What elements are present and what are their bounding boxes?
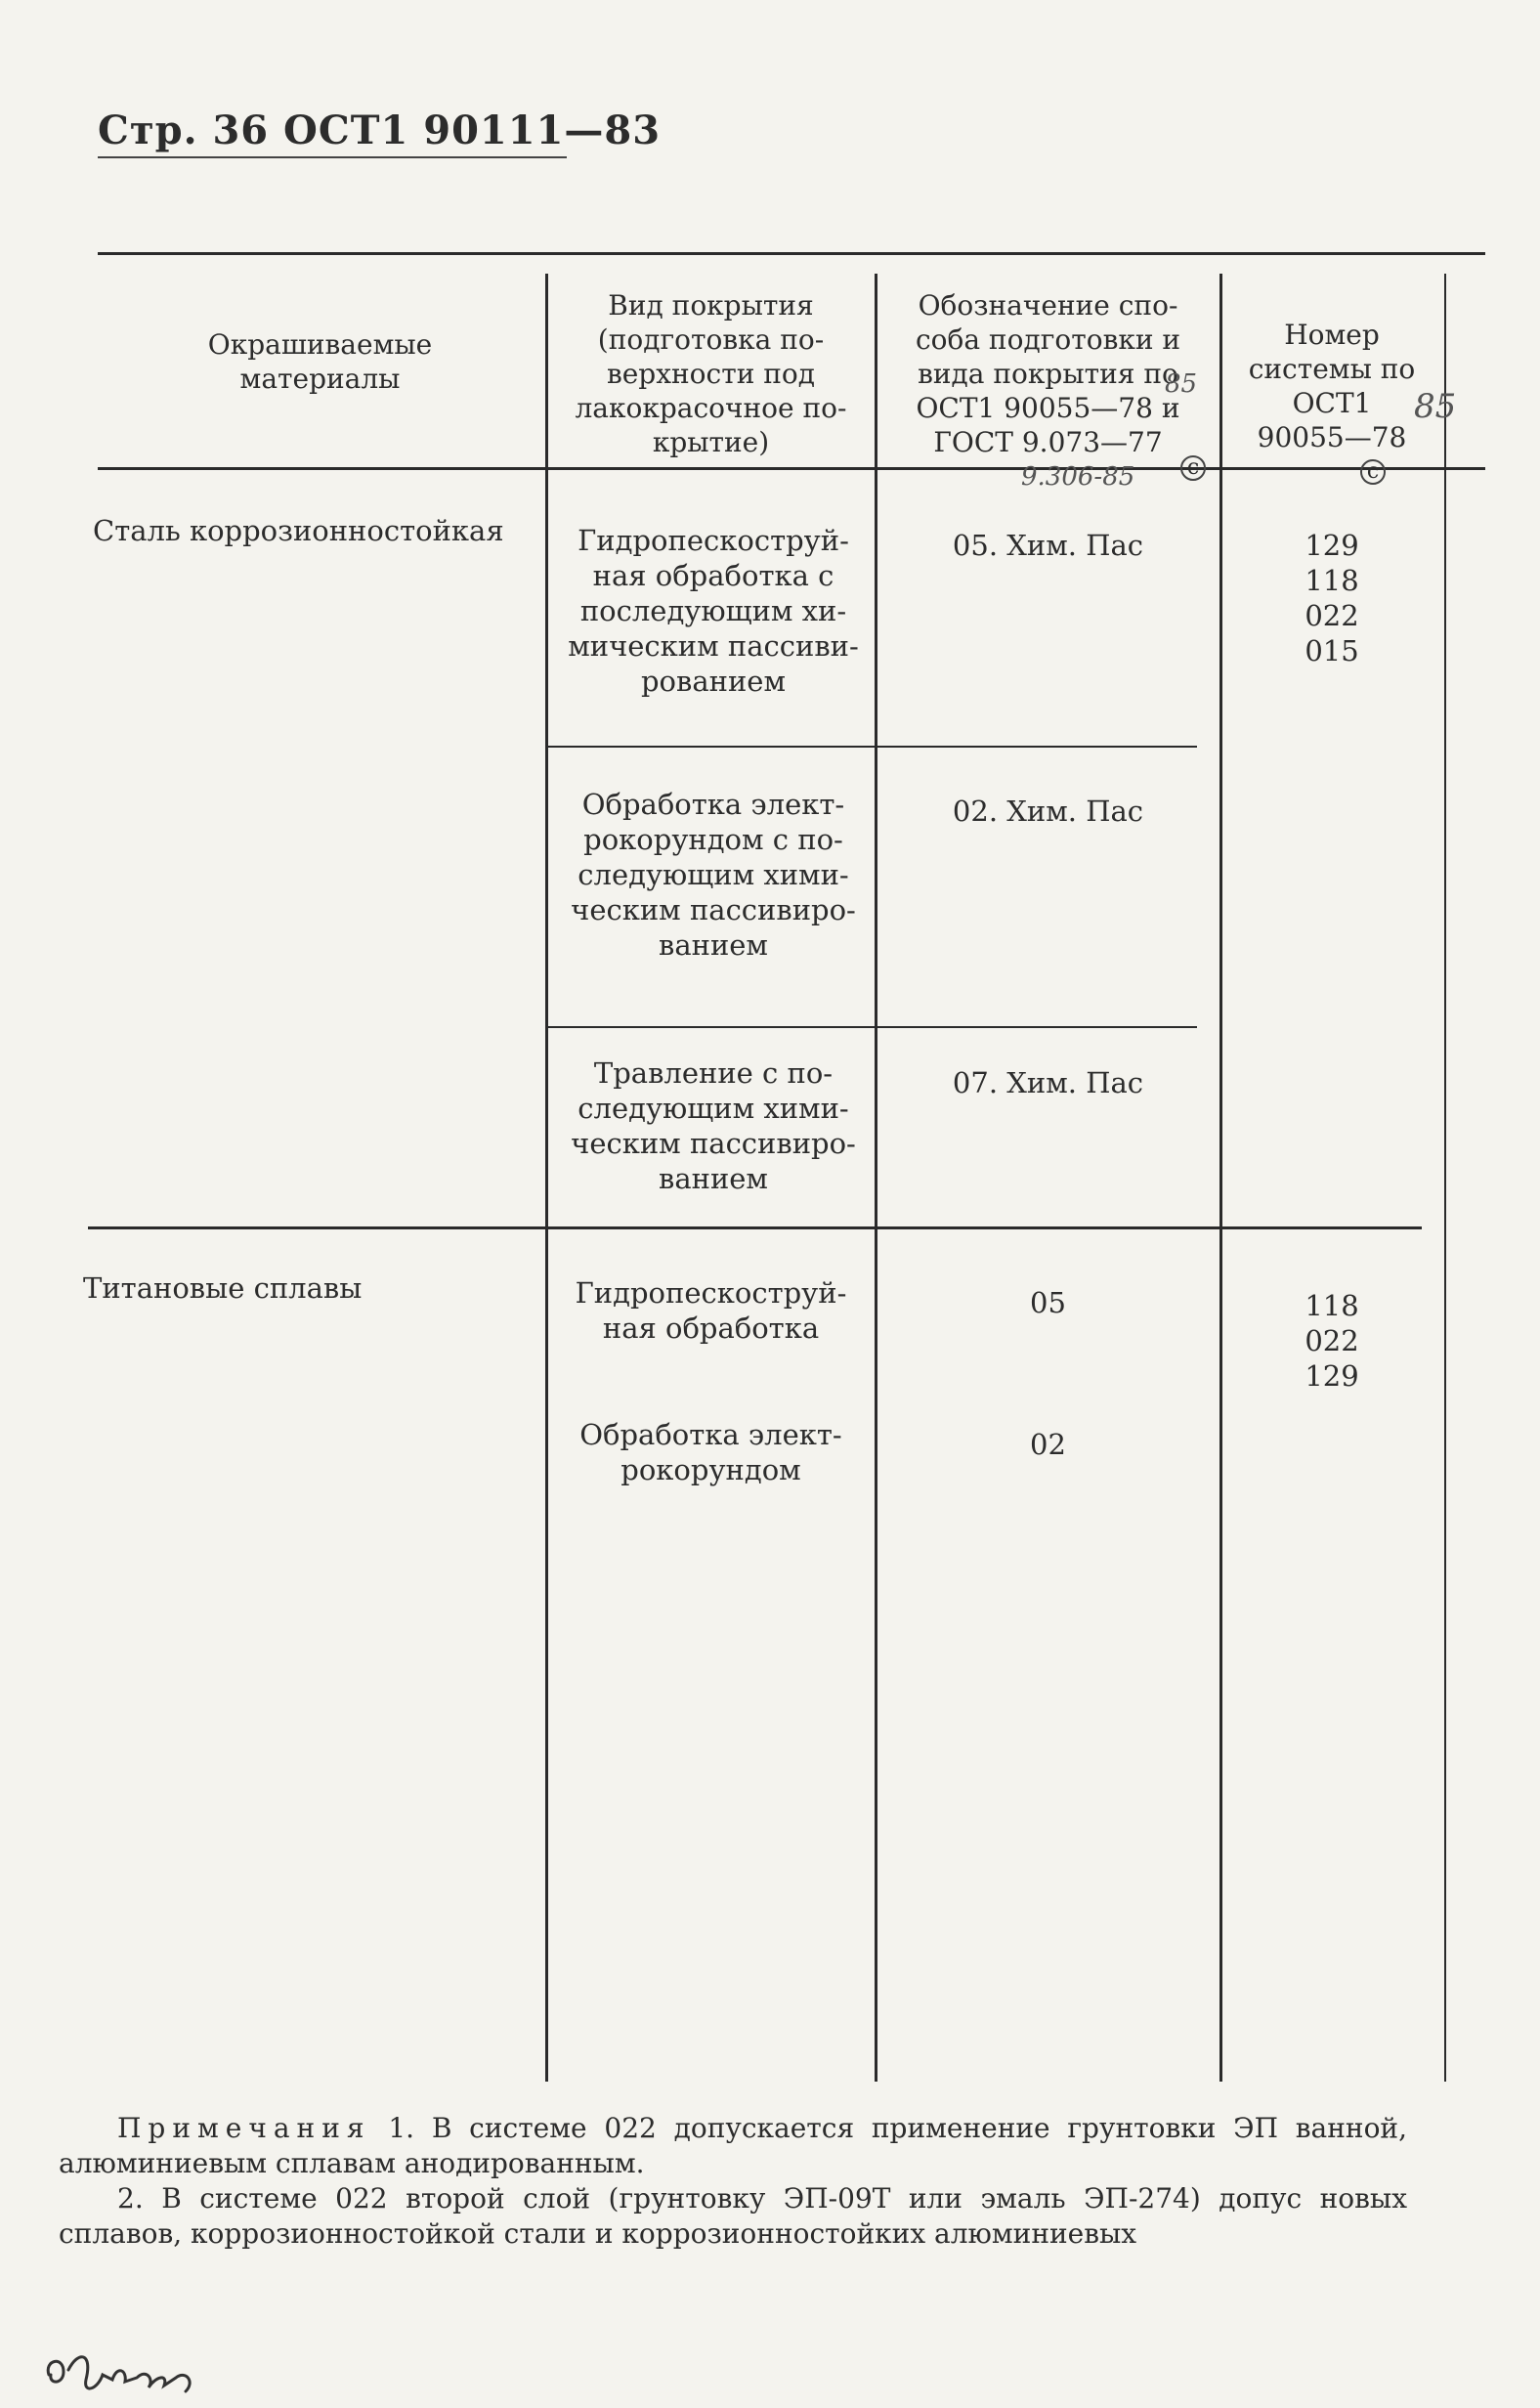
title-underline xyxy=(98,156,567,158)
column-line-4 xyxy=(1444,274,1446,2082)
notes-label: Примечания xyxy=(117,2112,371,2144)
header-system-number: Номер системы по ОСТ1 90055—78 xyxy=(1248,319,1416,453)
table-top-rule xyxy=(98,252,1485,255)
handwritten-signature xyxy=(39,2341,205,2399)
code-row-1: 05. Хим. Пас xyxy=(952,529,1144,562)
prep-row-1: Гидропескоструй- ная обработка с последующим хи- мическим пассиви- рованием xyxy=(568,524,859,698)
header-coating-type: Вид покрытия (подготовка по- верхности под лакокрасочное по- крытие) xyxy=(575,289,847,458)
code-row-5: 02 xyxy=(1030,1428,1066,1461)
prep-row-3: Травление с по- следующим хими- ческим пассивиро- ванием xyxy=(571,1056,856,1195)
handwritten-year-fix-col4: 85 xyxy=(1414,387,1457,426)
column-line-3 xyxy=(1219,274,1222,2082)
material-stainless-steel: Сталь коррозионностойкая xyxy=(93,514,504,547)
code-row-3: 07. Хим. Пас xyxy=(952,1066,1144,1099)
handwritten-year-fix-col3: 85 xyxy=(1165,369,1198,399)
systems-row-4: 118 022 129 xyxy=(1305,1289,1359,1393)
table-header-rule xyxy=(98,467,1485,470)
prep-row-4: Гидропескоструй- ная обработка xyxy=(575,1276,847,1345)
copyright-stamp-col4: c xyxy=(1360,459,1386,485)
page-title: Стр. 36 ОСТ1 90111—83 xyxy=(98,108,662,153)
material-titanium-alloys: Титановые сплавы xyxy=(83,1271,363,1305)
header-materials: Окрашиваемые материалы xyxy=(207,328,433,395)
code-row-4: 05 xyxy=(1030,1286,1066,1319)
notes-block xyxy=(59,2111,1407,2252)
note-2: 2. В системе 022 второй слой (грунтовку ЭП-09Т или эмаль ЭП-274) допус новых сплавов, коррозионностойкой стали и коррозионностойких алюминиевых xyxy=(59,2182,1407,2250)
systems-row-1: 129 118 022 015 xyxy=(1305,529,1359,667)
column-line-2 xyxy=(875,274,877,2082)
code-row-2: 02. Хим. Пас xyxy=(952,795,1144,828)
copyright-stamp-col3: c xyxy=(1180,455,1206,481)
handwritten-gost-fix: 9.306-85 xyxy=(1021,462,1135,492)
header-designation: Обозначение спо- соба подготовки и вида покрытия по ОСТ1 90055—78 и ГОСТ 9.073—77 xyxy=(915,289,1181,458)
prep-row-2: Обработка элект- рокорундом с по- следующим хими- ческим пассивиро- ванием xyxy=(571,788,856,962)
row-divider-1 xyxy=(547,746,1197,748)
column-line-1 xyxy=(545,274,548,2082)
prep-row-5: Обработка элект- рокорундом xyxy=(579,1418,842,1486)
row-divider-2 xyxy=(547,1026,1197,1028)
note-1: 1. В системе 022 допускается применение грунтовки ЭП ванной, алюминиевым сплавам анодированным. xyxy=(59,2112,1407,2179)
